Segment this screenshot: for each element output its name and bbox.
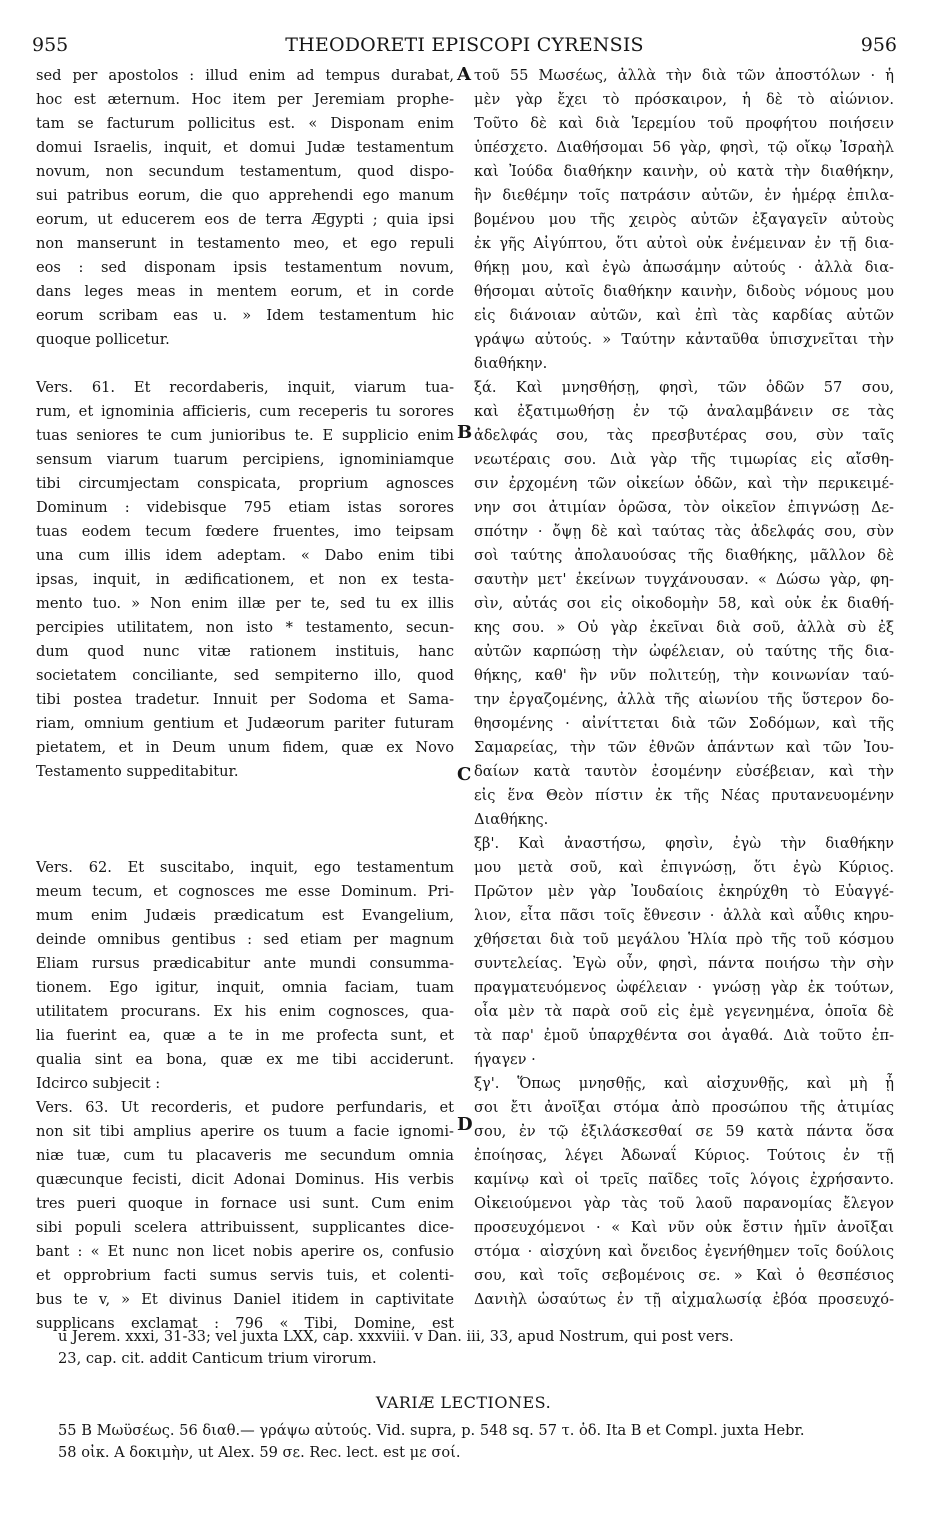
text-line: ἀδελφάς σου, τὰς πρεσβυτέρας σου, σὺν ταῖς: [474, 427, 894, 444]
variae-lectiones: [58, 1420, 898, 1464]
text-line: ξγ'. Ὅπως μνησθῇς, καὶ αἰσχυνθῇς, καὶ μὴ ᾖ: [474, 1075, 894, 1092]
text-line: αὐτῶν καρπώσῃ τὴν ὠφέλειαν, οὐ ταύτης τῆς δια-: [474, 643, 894, 660]
text-line: νην σοι ἀτιμίαν ὁρῶσα, τὸν οἰκεῖον ἐπιγνώσῃ Δε-: [474, 499, 894, 516]
footnotes: [58, 1326, 898, 1370]
text-line: σου, καὶ τοῖς σεβομένοις σε. » Καὶ ὁ θεσπέσιος: [474, 1267, 894, 1284]
text-line: rum, et ignominia afficieris, cum receperis tu sorores: [36, 403, 454, 420]
text-line: sibi populi scelera attribuissent, supplicantes dice-: [36, 1219, 454, 1236]
text-line: tionem. Ego igitur, inquit, omnia faciam, tuam: [36, 979, 454, 996]
greek-paragraph-4: [474, 1072, 894, 1312]
text-line: χθήσεται διὰ τοῦ μεγάλου Ἡλία πρὸ τῆς τοῦ κόσμου: [474, 931, 894, 948]
text-line: eorum, ut educerem eos de terra Ægypti ; quia ipsi: [36, 211, 454, 228]
text-line: domui Israelis, inquit, et domui Judæ testamentum: [36, 139, 454, 156]
text-line: νεωτέραις σου. Διὰ γὰρ τῆς τιμωρίας εἰς αἴσθη-: [474, 451, 894, 468]
text-line: deinde omnibus gentibus : sed etiam per magnum: [36, 931, 454, 948]
text-line: utilitatem procurans. Ex his enim cognosces, qua-: [36, 1003, 454, 1020]
text-line: θήσομαι αὐτοῖς διαθήκην καινὴν, διδοὺς νόμους μου: [474, 283, 894, 300]
text-line: eos : sed disponam ipsis testamentum novum,: [36, 259, 454, 276]
text-line: σου, ἐν τῷ ἐξιλάσκεσθαί σε 59 κατὰ πάντα ὅσα: [474, 1123, 894, 1140]
footnote-line: 23, cap. cit. addit Canticum trium virorum.: [58, 1350, 377, 1367]
text-line: niæ tuæ, cum tu placaveris me secundum omnia: [36, 1147, 454, 1164]
text-line: meum tecum, et cognosces me esse Dominum. Pri-: [36, 883, 454, 900]
text-line: Οἰκειούμενοι γὰρ τὰς τοῦ λαοῦ παρανομίας ἔλεγον: [474, 1195, 894, 1212]
text-line: dum quod nunc vitæ rationem instituis, hanc: [36, 643, 454, 660]
text-line: τὰ παρ' ἐμοῦ ὑπαρχθέντα σοι ἀγαθά. Διὰ τοῦτο ἐπ-: [474, 1027, 894, 1044]
text-line: ήγαγεν ·: [474, 1051, 536, 1068]
text-line: μου μετὰ σοῦ, καὶ ἐπιγνώσῃ, ὅτι ἐγὼ Κύριος.: [474, 859, 894, 876]
variant-line: 58 οἰκ. A δοκιμὴν, ut Alex. 59 σε. Rec. lect. est με σοί.: [58, 1444, 461, 1461]
text-line: ξβ'. Καὶ ἀναστήσω, φησὶν, ἐγὼ τὴν διαθήκην: [474, 835, 894, 852]
greek-paragraph-1: [474, 64, 894, 376]
text-line: καμίνῳ καὶ οἱ τρεῖς παῖδες τοῖς λόγοις ἐχρήσαντο.: [474, 1171, 894, 1188]
text-line: οἷα μὲν τὰ παρὰ σοῦ εἰς ἐμὲ γεγενημένα, ὁποῖα δὲ: [474, 1003, 894, 1020]
running-header: [32, 34, 897, 60]
text-line: μὲν γὰρ ἔχει τὸ πρόσκαιρον, ἡ δὲ τὸ αἰώνιον.: [474, 91, 894, 108]
greek-paragraph-2: [474, 376, 894, 832]
text-line: σπότην · ὄψῃ δὲ καὶ ταύτας τὰς ἀδελφάς σου, σὺν: [474, 523, 894, 540]
greek-column: [474, 64, 894, 1312]
text-line: quoque pollicetur.: [36, 331, 170, 348]
text-line: Vers. 61. Et recordaberis, inquit, viarum tua-: [36, 379, 454, 396]
text-line: Πρῶτον μὲν γὰρ Ἰουδαίοις ἐκηρύχθη τὸ Εὐαγγέ-: [474, 883, 894, 900]
text-line: ἐκ γῆς Αἰγύπτου, ὅτι αὐτοὶ οὐκ ἐνέμειναν ἐν τῇ δια-: [474, 235, 894, 252]
text-line: σαυτὴν μετ' ἐκείνων τυγχάνουσαν. « Δώσω γὰρ, φη-: [474, 571, 894, 588]
text-line: mum enim Judæis prædicatum est Evangelium,: [36, 907, 454, 924]
latin-paragraph-2: [36, 376, 454, 784]
latin-paragraph-4: [36, 1096, 454, 1336]
text-line: non manserunt in testamento meo, et ego repuli: [36, 235, 454, 252]
text-line: et opprobrium facti sumus servis tuis, et colenti-: [36, 1267, 454, 1284]
text-line: ὑπέσχετο. Διαθήσομαι 56 γὰρ, φησὶ, τῷ οἴκῳ Ἰσραὴλ: [474, 139, 894, 156]
text-line: Eliam rursus prædicabitur ante mundi consumma-: [36, 955, 454, 972]
text-line: tres pueri quoque in fornace usi sunt. Cum enim: [36, 1195, 454, 1212]
text-line: σὶν, αὐτάς σοι εἰς οἰκοδομὴν 58, καὶ οὐκ ἐκ διαθή-: [474, 595, 894, 612]
text-line: σιν ἐρχομένη τῶν οἰκείων ὁδῶν, καὶ τὴν περικειμέ-: [474, 475, 894, 492]
text-line: una cum illis idem adeptam. « Dabo enim tibi: [36, 547, 454, 564]
text-line: Vers. 63. Ut recorderis, et pudore perfundaris, et: [36, 1099, 454, 1116]
footnote-line: u Jerem. xxxi, 31-33; vel juxta LXX, cap. xxxviii. v Dan. iii, 33, apud Nostrum, qui post vers.: [58, 1328, 734, 1345]
text-line: κης σου. » Οὐ γὰρ ἐκεῖναι διὰ σοῦ, ἀλλὰ σὺ ἐξ: [474, 619, 894, 636]
margin-letter-b: B: [457, 422, 473, 443]
text-line: γράψω αὐτούς. » Ταύτην κἀνταῦθα ὑπισχνεῖται τὴν: [474, 331, 894, 348]
latin-paragraph-3: [36, 856, 454, 1096]
text-line: λιον, εἶτα πᾶσι τοῖς ἔθνεσιν · ἀλλὰ καὶ αὖθις κηρυ-: [474, 907, 894, 924]
text-line: Σαμαρείας, τὴν τῶν ἐθνῶν ἁπάντων καὶ τῶν Ἰου-: [474, 739, 894, 756]
text-line: sed per apostolos : illud enim ad tempus durabat,: [36, 67, 454, 84]
text-line: dans leges meas in mentem eorum, et in corde: [36, 283, 454, 300]
text-line: Τοῦτο δὲ καὶ διὰ Ἱερεμίου τοῦ προφήτου ποιήσειν: [474, 115, 894, 132]
latin-paragraph-1: [36, 64, 454, 352]
text-line: στόμα · αἰσχύνη καὶ ὄνειδος ἐγενήθημεν τοῖς δούλοις: [474, 1243, 894, 1260]
running-title: THEODORETI EPISCOPI CYRENSIS: [285, 34, 644, 56]
variant-line: 55 B Μωϋσέως. 56 διαθ.— γράψω αὐτούς. Vid. supra, p. 548 sq. 57 τ. ὁδ. Ita B et Compl. juxta Hebr.: [58, 1422, 805, 1439]
text-line: ipsas, inquit, in ædificationem, et non ex testa-: [36, 571, 454, 588]
text-line: eorum scribam eas u. » Idem testamentum hic: [36, 307, 454, 324]
margin-letter-d: D: [457, 1114, 473, 1135]
text-line: ἐποίησας, λέγει Ἀδωναΐ Κύριος. Τούτοις ἐν τῇ: [474, 1147, 894, 1164]
text-line: tam se facturum pollicitus est. « Disponam enim: [36, 115, 454, 132]
text-line: θήκης, καθ' ἣν νῦν πολιτεύῃ, τὴν κοινωνίαν ταύ-: [474, 667, 894, 684]
text-line: σοι ἔτι ἀνοῖξαι στόμα ἀπὸ προσώπου τῆς ἀτιμίας: [474, 1099, 894, 1116]
text-line: supplicans exclamat : 796 « Tibi, Domine, est: [36, 1315, 454, 1332]
text-line: εἰς διάνοιαν αὐτῶν, καὶ ἐπὶ τὰς καρδίας αὐτῶν: [474, 307, 894, 324]
text-line: bus te v, » Et divinus Daniel itidem in captivitate: [36, 1291, 454, 1308]
text-line: bant : « Et nunc non licet nobis aperire os, confusio: [36, 1243, 454, 1260]
text-line: sui patribus eorum, die quo apprehendi ego manum: [36, 187, 454, 204]
text-line: percipies utilitatem, non isto * testamento, secun-: [36, 619, 454, 636]
text-line: riam, omnium gentium et Judæorum pariter futuram: [36, 715, 454, 732]
text-line: θησομένης · αἰνίττεται διὰ τῶν Σοδόμων, καὶ τῆς: [474, 715, 894, 732]
text-line: tibi postea tradetur. Innuit per Sodoma et Sama-: [36, 691, 454, 708]
text-line: ξά. Καὶ μνησθήσῃ, φησὶ, τῶν ὁδῶν 57 σου,: [474, 379, 894, 396]
text-line: hoc est æternum. Hoc item per Jeremiam prophe-: [36, 91, 454, 108]
text-line: σοὶ ταύτης ἀπολαυούσας τῆς διαθήκης, μᾶλλον δὲ: [474, 547, 894, 564]
text-line: προσευχόμενοι · « Καὶ νῦν οὐκ ἔστιν ἡμῖν ἀνοῖξαι: [474, 1219, 894, 1236]
text-line: καὶ Ἰούδα διαθήκην καινὴν, οὐ κατὰ τὴν διαθήκην,: [474, 163, 894, 180]
page-number-left: 955: [32, 34, 69, 56]
greek-paragraph-3: [474, 832, 894, 1072]
text-line: tuas eodem tecum fœdere fruentes, imo teipsam: [36, 523, 454, 540]
text-line: mento tuo. » Non enim illæ per te, sed tu ex illis: [36, 595, 454, 612]
page-number-right: 956: [860, 34, 897, 56]
text-line: ἣν διεθέμην τοῖς πατράσιν αὐτῶν, ἐν ἡμέρᾳ ἐπιλα-: [474, 187, 894, 204]
text-line: καὶ ἐξατιμωθήσῃ ἐν τῷ ἀναλαμβάνειν σε τὰς: [474, 403, 894, 420]
text-line: Δανιὴλ ὡσαύτως ἐν τῇ αἰχμαλωσίᾳ ἐβόα προσευχό-: [474, 1291, 894, 1308]
text-line: πραγματευόμενος ὠφέλειαν · γνώσῃ γὰρ ἐκ τούτων,: [474, 979, 894, 996]
text-line: συντελείας. Ἐγὼ οὖν, φησὶ, πάντα ποιήσω τὴν σὴν: [474, 955, 894, 972]
text-line: διαθήκην.: [474, 355, 548, 372]
margin-letter-a: A: [457, 64, 471, 85]
text-line: lia fuerint ea, quæ a te in me profecta sunt, et: [36, 1027, 454, 1044]
text-line: βομένου μου τῆς χειρὸς αὐτῶν ἐξαγαγεῖν αὐτοὺς: [474, 211, 894, 228]
text-line: non sit tibi amplius aperire os tuum a facie ignomi-: [36, 1123, 454, 1140]
latin-column: [36, 64, 454, 1336]
text-line: Vers. 62. Et suscitabo, inquit, ego testamentum: [36, 859, 454, 876]
text-line: θήκῃ μου, καὶ ἐγὼ ἀπωσάμην αὐτούς · ἀλλὰ δια-: [474, 259, 894, 276]
text-line: δαίων κατὰ ταυτὸν ἐσομένην εὐσέβειαν, καὶ τὴν: [474, 763, 894, 780]
text-line: tibi circumjectam conspicata, proprium agnosces: [36, 475, 454, 492]
text-line: pietatem, et in Deum unum fidem, quæ ex Novo: [36, 739, 454, 756]
variae-lectiones-title: VARIÆ LECTIONES.: [375, 1393, 552, 1412]
text-line: τοῦ 55 Μωσέως, ἀλλὰ τὴν διὰ τῶν ἀποστόλων · ἡ: [474, 67, 894, 84]
text-line: tuas seniores te cum junioribus te. E supplicio enim: [36, 427, 454, 444]
text-line: Testamento suppeditabitur.: [36, 763, 239, 780]
text-line: Dominum : videbisque 795 etiam istas sorores: [36, 499, 454, 516]
text-line: sensum viarum tuarum percipiens, ignominiamque: [36, 451, 454, 468]
text-line: quæcunque fecisti, dicit Adonai Dominus. His verbis: [36, 1171, 454, 1188]
text-line: qualia sint ea bona, quæ ex me tibi acciderunt.: [36, 1051, 454, 1068]
text-line: societatem conciliante, sed sempiterno illo, quod: [36, 667, 454, 684]
text-line: Διαθήκης.: [474, 811, 549, 828]
text-line: novum, non secundum testamentum, quod dispo-: [36, 163, 454, 180]
text-line: εἰς ἕνα Θεὸν πίστιν ἐκ τῆς Νέας πρυτανευομένην: [474, 787, 894, 804]
text-line: την ἐργαζομένης, ἀλλὰ τῆς αἰωνίου τῆς ὕστερον δο-: [474, 691, 894, 708]
margin-letter-c: C: [457, 764, 472, 785]
text-line: Idcirco subjecit :: [36, 1075, 161, 1092]
